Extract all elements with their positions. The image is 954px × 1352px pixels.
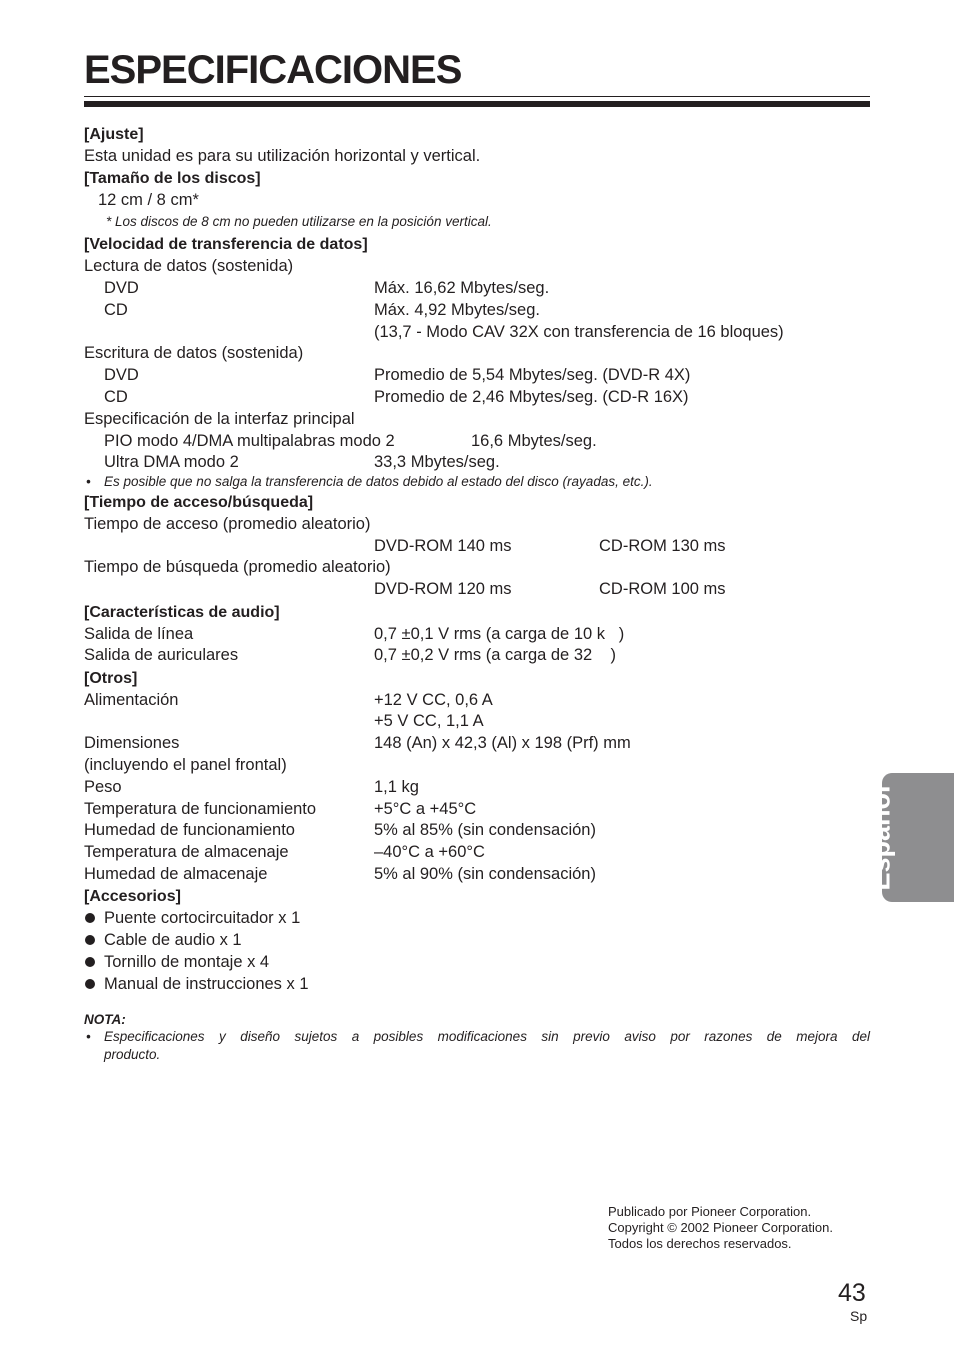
title-rule-thin [84,96,870,97]
nota-heading: NOTA: [84,1012,126,1027]
acceso-label: Tiempo de acceso (promedio aleatorio) [84,515,371,533]
escritura-dvd-value: Promedio de 5,54 Mbytes/seg. (DVD-R 4X) [374,366,691,384]
busqueda-label: Tiempo de búsqueda (promedio aleatorio) [84,558,391,576]
accesorio-item: Puente cortocircuitador x 1 [104,909,301,927]
busqueda-cd-value: CD-ROM 100 ms [599,580,726,598]
hum-alm-label: Humedad de almacenaje [84,865,268,883]
nota-line-2: producto. [104,1047,161,1062]
tamano-note: * Los discos de 8 cm no pueden utilizarse en la posición vertical. [106,214,492,229]
dimensiones-label: Dimensiones [84,734,180,752]
publisher-line-1: Publicado por Pioneer Corporation. [608,1204,812,1219]
lectura-cd-value: Máx. 4,92 Mbytes/seg. [374,301,540,319]
hum-func-label: Humedad de funcionamiento [84,821,295,839]
hum-alm-value: 5% al 90% (sin condensación) [374,865,596,883]
nota-bullet: • [86,1029,91,1044]
escritura-label: Escritura de datos (sostenida) [84,344,304,362]
linea-label: Salida de línea [84,625,194,643]
pio-label: PIO modo 4/DMA multipalabras modo 2 [104,432,395,450]
publisher-line-3: Todos los derechos reservados. [608,1236,792,1251]
bullet-icon [85,913,95,923]
velocidad-note: Es posible que no salga la transferencia de datos debido al estado del disco (rayadas, etc.). [104,474,653,489]
title-rule-thick [84,101,870,107]
escritura-dvd-label: DVD [104,366,139,384]
escritura-cd-label: CD [104,388,128,406]
dimensiones-label-detail: (incluyendo el panel frontal) [84,756,287,774]
acceso-cd-value: CD-ROM 130 ms [599,537,726,555]
velocidad-note-bullet: • [86,474,91,489]
udma-label: Ultra DMA modo 2 [104,453,239,471]
section-heading-velocidad: [Velocidad de transferencia de datos] [84,236,368,253]
alimentacion-value-12v: +12 V CC, 0,6 A [374,691,493,709]
lectura-dvd-value: Máx. 16,62 Mbytes/seg. [374,279,550,297]
section-heading-audio: [Características de audio] [84,604,280,621]
alimentacion-label: Alimentación [84,691,179,709]
section-heading-accesorios: [Accesorios] [84,888,181,905]
accesorio-item: Tornillo de montaje x 4 [104,953,270,971]
ajuste-text: Esta unidad es para su utilización horizontal y vertical. [84,147,481,165]
peso-label: Peso [84,778,122,796]
temp-func-label: Temperatura de funcionamiento [84,800,317,818]
dimensiones-value: 148 (An) x 42,3 (Al) x 198 (Prf) mm [374,734,631,752]
bullet-icon [85,957,95,967]
section-heading-ajuste: [Ajuste] [84,126,144,143]
lectura-dvd-label: DVD [104,279,139,297]
section-heading-tiempo: [Tiempo de acceso/búsqueda] [84,494,314,511]
tamano-value: 12 cm / 8 cm* [98,191,199,209]
hum-func-value: 5% al 85% (sin condensación) [374,821,596,839]
lectura-cd-label: CD [104,301,128,319]
acceso-dvd-value: DVD-ROM 140 ms [374,537,512,555]
page-language-code: Sp [850,1308,868,1324]
page-number: 43 [838,1279,866,1307]
section-heading-tamano: [Tamaño de los discos] [84,170,261,187]
accesorio-item: Cable de audio x 1 [104,931,242,949]
udma-value: 33,3 Mbytes/seg. [374,453,500,471]
accesorio-item: Manual de instrucciones x 1 [104,975,309,993]
temp-alm-value: –40°C a +60°C [374,843,485,861]
bullet-icon [85,935,95,945]
publisher-line-2: Copyright © 2002 Pioneer Corporation. [608,1220,833,1235]
section-heading-otros: [Otros] [84,670,138,687]
busqueda-dvd-value: DVD-ROM 120 ms [374,580,512,598]
temp-alm-label: Temperatura de almacenaje [84,843,289,861]
peso-value: 1,1 kg [374,778,419,796]
alimentacion-value-5v: +5 V CC, 1,1 A [374,712,484,730]
pio-value: 16,6 Mbytes/seg. [471,432,597,450]
language-tab-label: Español [865,785,896,891]
linea-value: 0,7 ±0,1 V rms (a carga de 10 k ) [374,625,625,643]
bullet-icon [85,979,95,989]
escritura-cd-value: Promedio de 2,46 Mbytes/seg. (CD-R 16X) [374,388,689,406]
interfaz-label: Especificación de la interfaz principal [84,410,355,428]
lectura-cd-value-detail: (13,7 - Modo CAV 32X con transferencia de 16 bloques) [374,323,784,341]
lectura-label: Lectura de datos (sostenida) [84,257,294,275]
page-title: ESPECIFICACIONES [84,48,462,92]
nota-line-1: Especificaciones y diseño sujetos a posibles modificaciones sin previo aviso por razones de mejora del [104,1029,870,1044]
temp-func-value: +5°C a +45°C [374,800,477,818]
auricular-label: Salida de auriculares [84,646,239,664]
auricular-value: 0,7 ±0,2 V rms (a carga de 32 ) [374,646,616,664]
